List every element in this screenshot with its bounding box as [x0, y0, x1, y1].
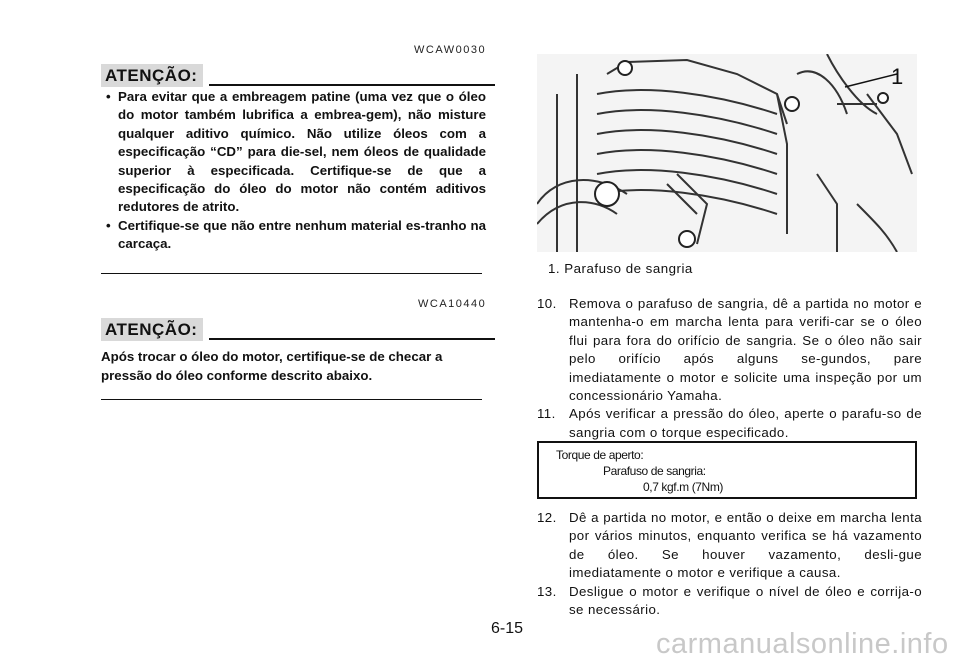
torque-value: 0,7 kgf.m (7Nm): [643, 480, 724, 494]
bullet-text: Para evitar que a embreagem patine (uma vez que o óleo do motor também lubrifica a embrea-gem), não misture qualquer aditivo químico. Não utilize óleos com a especificação “CD” para die-sel, nem óleos de qualidade superior à especificada. Certifique-se de que a especificação do óleo do motor não contém aditivos redutores de atrito.: [118, 89, 486, 215]
step-item: [537, 405, 922, 442]
procedure-steps-a: [537, 295, 922, 442]
notice-end-rule-1: [101, 273, 482, 274]
notice-code-2: WCA10440: [418, 298, 487, 310]
step-item: [537, 583, 922, 620]
notice-code-1: WCAW0030: [414, 44, 487, 56]
step-number: 10.: [537, 296, 557, 311]
step-text: Após verificar a pressão do óleo, aperte o parafu-so de sangria com o torque especificado.: [569, 406, 922, 440]
attention-heading-1: [101, 64, 495, 87]
figure-callout-1: 1: [891, 64, 904, 89]
bullet-item: [106, 217, 486, 254]
torque-title: Torque de aperto:: [556, 448, 644, 462]
figure-caption: 1. Parafuso de sangria: [548, 261, 693, 276]
notice-end-rule-2: [101, 399, 482, 400]
engine-illustration: [537, 54, 917, 252]
bullet-item: [106, 88, 486, 217]
attention-text: Após trocar o óleo do motor, certifique-se de checar a pressão do óleo conforme descrito abaixo.: [101, 349, 443, 383]
engine-photo: [537, 54, 917, 252]
attention-label: ATENÇÃO:: [101, 64, 203, 87]
step-text: Desligue o motor e verifique o nível de óleo e corrija-o se necessário.: [569, 583, 922, 618]
torque-item: Parafuso de sangria:: [603, 464, 706, 478]
step-number: 11.: [537, 406, 556, 422]
step-item: [537, 509, 922, 583]
step-text: Remova o parafuso de sangria, dê a partida no motor e mantenha-o em marcha lenta para verifi-car se o óleo flui para fora do orifício de sangria. Se o óleo não sair pelo orifício após alguns se-gundos, pare imediatamente o motor e solicite uma inspeção por um concessionário Yamaha.: [569, 296, 922, 404]
bullet-icon: •: [106, 89, 111, 104]
heading-rule: [209, 338, 495, 340]
step-item: [537, 295, 922, 405]
step-number: 12.: [537, 510, 557, 525]
step-number: 13.: [537, 583, 557, 599]
page-number: 6-15: [491, 620, 524, 637]
attention-heading-2: [101, 318, 495, 341]
watermark: carmanualsonline.info: [656, 628, 949, 660]
torque-box: [537, 441, 917, 499]
heading-rule: [209, 84, 495, 86]
attention-label: ATENÇÃO:: [101, 318, 203, 341]
attention-bullets: [106, 88, 486, 254]
bullet-text: Certifique-se que não entre nenhum material es-tranho na carcaça.: [118, 217, 486, 252]
bullet-icon: •: [106, 217, 111, 233]
step-text: Dê a partida no motor, e então o deixe em marcha lenta por vários minutos, enquanto verifica se há vazamento de óleo. Se houver vazamento, desli-gue imediatamente o motor e verifique a causa.: [569, 510, 922, 581]
procedure-steps-b: [537, 509, 922, 619]
